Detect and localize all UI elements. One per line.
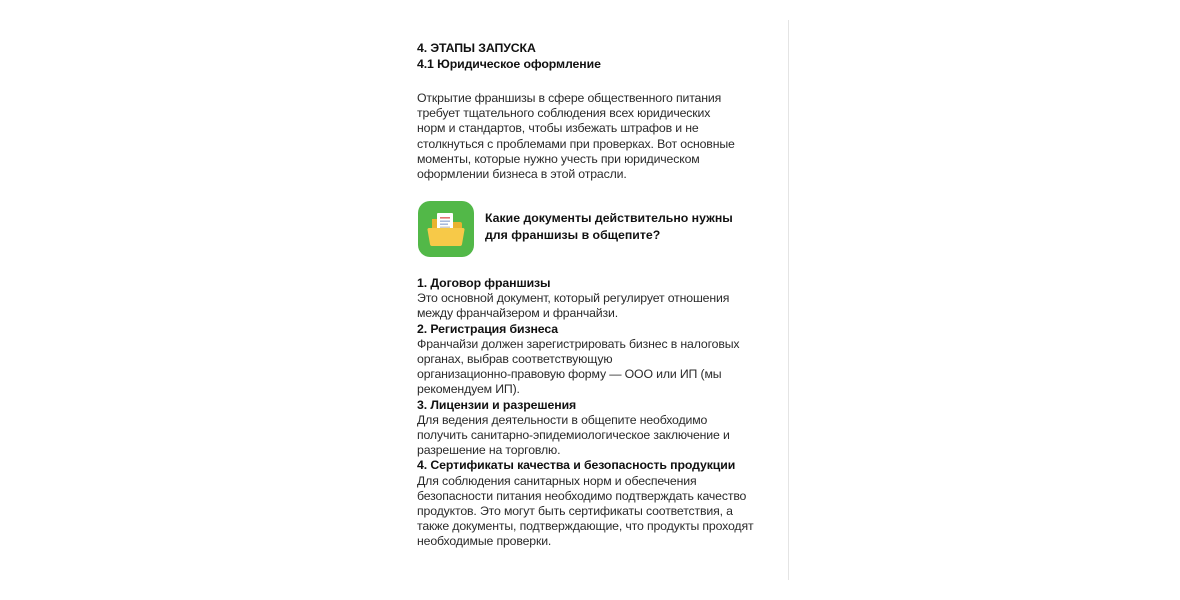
- list-item-text: необходимые проверки.: [417, 534, 552, 549]
- callout-question: [485, 210, 733, 244]
- intro-line: столкнуться с проблемами при проверках. Вот основные: [417, 136, 735, 151]
- list-item: [417, 458, 787, 549]
- documents-list: [417, 276, 787, 550]
- list-item-text: Это основной документ, который регулирует отношения: [417, 291, 730, 306]
- list-item-text: Франчайзи должен зарегистрировать бизнес в налоговых: [417, 336, 740, 351]
- list-item-text: также документы, подтверждающие, что продукты проходят: [417, 519, 754, 534]
- callout-line: для франшизы в общепите?: [485, 228, 661, 242]
- intro-line: Открытие франшизы в сфере общественного питания: [417, 91, 722, 105]
- list-item-text: получить санитарно-эпидемиологическое заключение и: [417, 428, 730, 443]
- list-item-title: 1. Договор франшизы: [417, 276, 551, 290]
- list-item-text: рекомендуем ИП).: [417, 382, 520, 397]
- folder-document-icon: [418, 201, 474, 257]
- section-title: 4. ЭТАПЫ ЗАПУСКА: [417, 41, 536, 55]
- list-item-text: разрешение на торговлю.: [417, 443, 561, 458]
- list-item-title: 2. Регистрация бизнеса: [417, 321, 559, 336]
- list-item-text: Для соблюдения санитарных норм и обеспечения: [417, 473, 697, 488]
- intro-paragraph: [417, 91, 777, 182]
- intro-line: требует тщательного соблюдения всех юридических: [417, 106, 711, 121]
- subsection-title: 4.1 Юридическое оформление: [417, 56, 601, 71]
- callout-line: Какие документы действительно нужны: [485, 211, 733, 225]
- list-item-text: Для ведения деятельности в общепите необходимо: [417, 412, 708, 427]
- list-item-title: 4. Сертификаты качества и безопасность продукции: [417, 458, 736, 473]
- list-item-text: продуктов. Это могут быть сертификаты соответствия, а: [417, 504, 733, 519]
- list-item-text: между франчайзером и франчайзи.: [417, 306, 618, 321]
- list-item-text: безопасности питания необходимо подтверждать качество: [417, 488, 747, 503]
- list-item-text: организационно-правовую форму — ООО или ИП (мы: [417, 367, 722, 382]
- list-item: [417, 322, 787, 398]
- list-item-text: органах, выбрав соответствующую: [417, 352, 613, 367]
- list-item-title: 3. Лицензии и разрешения: [417, 397, 577, 412]
- document-page: [417, 41, 777, 549]
- documents-callout: [417, 201, 777, 257]
- list-item: [417, 398, 787, 459]
- intro-line: моменты, которые нужно учесть при юридическом: [417, 151, 700, 166]
- list-item: [417, 276, 787, 322]
- intro-line: оформлении бизнеса в этой отрасли.: [417, 167, 627, 182]
- page-divider: [788, 20, 789, 580]
- intro-line: норм и стандартов, чтобы избежать штрафов и не: [417, 121, 699, 136]
